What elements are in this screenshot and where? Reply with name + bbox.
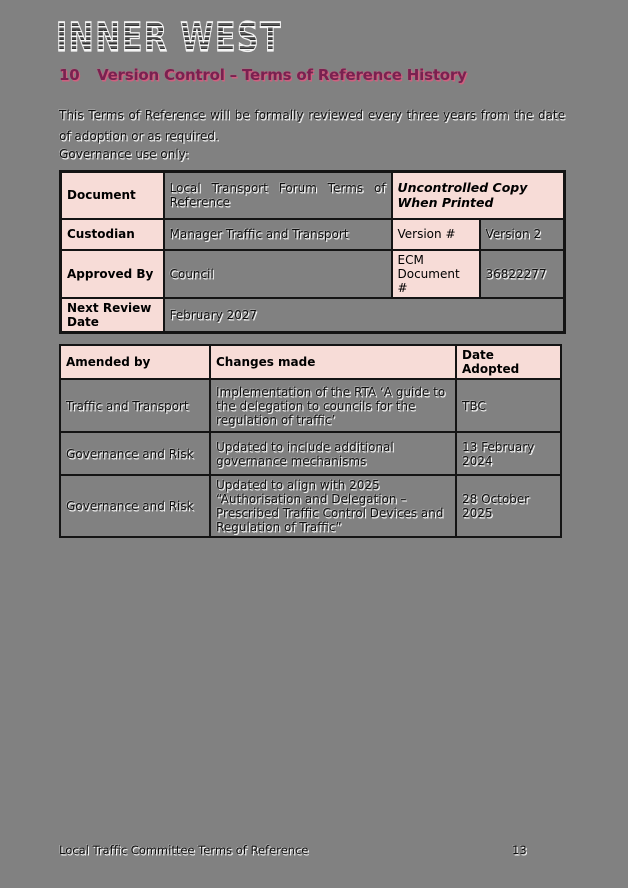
- table-row: [60, 432, 561, 475]
- table-row: [61, 172, 565, 219]
- amendment-history-table: [59, 344, 562, 538]
- amended-by-cell: Governance and Risk: [60, 475, 210, 537]
- uncontrolled-copy-cell: Uncontrolled Copy When Printed: [392, 172, 565, 219]
- date-cell: TBC: [456, 379, 561, 432]
- table-row: [61, 250, 565, 298]
- ecm-label-cell: ECM Document #: [392, 250, 480, 298]
- ecm-value-cell: 36822277: [480, 250, 565, 298]
- custodian-value-cell: Manager Traffic and Transport: [164, 219, 392, 250]
- changes-cell: Implementation of the RTA ‘A guide to the delegation to councils for the regulation of traffic’: [210, 379, 456, 432]
- amended-by-cell: Traffic and Transport: [60, 379, 210, 432]
- table-row: [60, 475, 561, 537]
- section-heading: [59, 66, 467, 84]
- inner-west-logo: INNER WEST: [56, 15, 283, 61]
- approved-label-cell: Approved By: [61, 250, 164, 298]
- section-title: Version Control – Terms of Reference History: [97, 66, 467, 84]
- table-row: [60, 379, 561, 432]
- table-header-row: [60, 345, 561, 379]
- changes-cell: Updated to include additional governance mechanisms: [210, 432, 456, 475]
- changes-made-header: Changes made: [210, 345, 456, 379]
- review-label-cell: Next Review Date: [61, 298, 164, 333]
- changes-cell: Updated to align with 2025 “Authorisation and Delegation – Prescribed Traffic Control Devices and Regulation of Traffic”: [210, 475, 456, 537]
- footer-document-title: Local Traffic Committee Terms of Reference: [59, 843, 309, 857]
- governance-table: [59, 170, 566, 334]
- document-label-cell: Document: [61, 172, 164, 219]
- version-label-cell: Version #: [392, 219, 480, 250]
- custodian-label-cell: Custodian: [61, 219, 164, 250]
- date-cell: 13 February 2024: [456, 432, 561, 475]
- date-cell: 28 October 2025: [456, 475, 561, 537]
- review-value-cell: February 2027: [164, 298, 565, 333]
- amended-by-cell: Governance and Risk: [60, 432, 210, 475]
- table-row: [61, 219, 565, 250]
- intro-paragraph: This Terms of Reference will be formally reviewed every three years from the date of adoption or as required.: [59, 108, 565, 143]
- approved-value-cell: Council: [164, 250, 392, 298]
- table-row: [61, 298, 565, 333]
- date-adopted-header: Date Adopted: [456, 345, 561, 379]
- amended-by-header: Amended by: [60, 345, 210, 379]
- governance-use-label: Governance use only:: [59, 147, 189, 161]
- document-value-cell: Local Transport Forum Terms of Reference: [164, 172, 392, 219]
- version-value-cell: Version 2: [480, 219, 565, 250]
- footer-page-number: 13: [512, 843, 527, 857]
- section-number: 10: [59, 66, 80, 84]
